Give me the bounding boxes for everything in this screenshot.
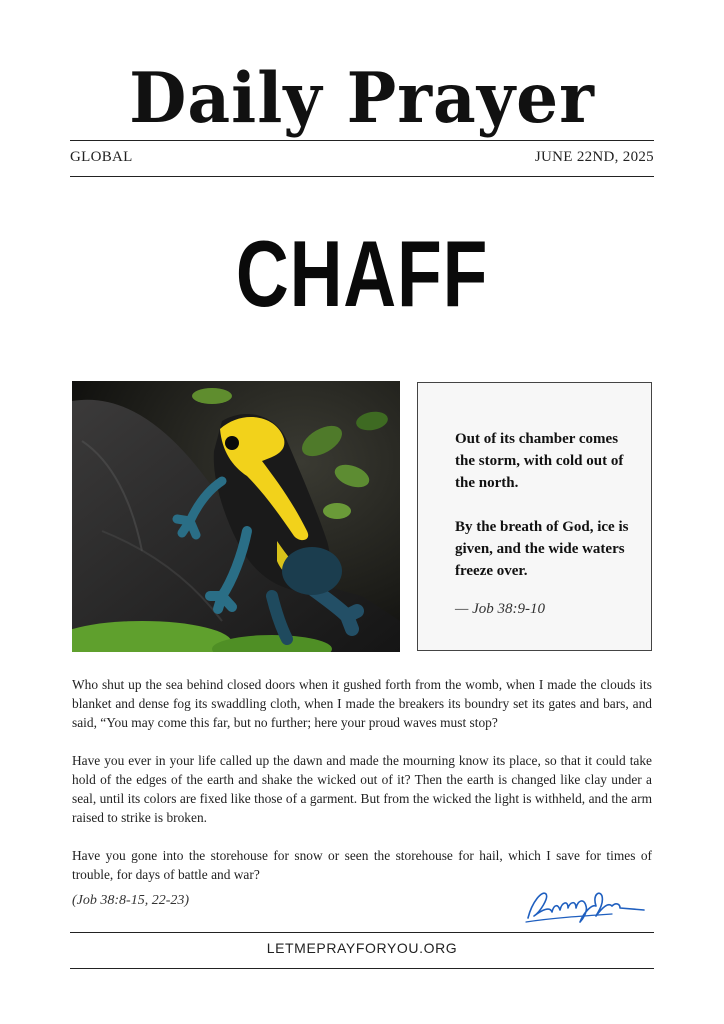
signature-icon — [522, 882, 650, 926]
quote-stanza: By the breath of God, ice is given, and the wide waters freeze over. — [455, 519, 629, 579]
quote-stanza: Out of its chamber comes the storm, with cold out of the north. — [455, 431, 624, 491]
footer-bottom-rule — [70, 968, 654, 969]
footer-site[interactable]: LETMEPRAYFORYOU.ORG — [266, 940, 458, 956]
body-text — [72, 675, 652, 903]
quote-box — [417, 382, 652, 651]
masthead-title: Daily Prayer — [129, 57, 595, 139]
body-paragraph: Have you ever in your life called up the dawn and made the mourning know its place, so that it could take hold of the edges of the earth and shake the wicked out of it? Then the earth is changed like clay under a seal, until its colors are fixed like those of a garment. But from the wicked the light is withheld, and the arm raised to strike is broken. — [72, 753, 652, 825]
frog-illustration — [72, 381, 400, 652]
quote-citation: — Job 38:9-10 — [455, 601, 545, 617]
quote-text — [455, 428, 635, 604]
frog-photo — [72, 381, 400, 652]
scripture-reference: (Job 38:8-15, 22-23) — [72, 893, 190, 908]
top-rule — [70, 140, 654, 141]
region-label: GLOBAL — [70, 149, 133, 165]
body-paragraph: Who shut up the sea behind closed doors when it gushed forth from the womb, when I made the clouds its blanket and dense fog its swaddling cloth, when I made the breakers its boundry set its gates and bars, and said, “You may come this far, but no further; here your proud waves must stop? — [72, 677, 652, 730]
footer-top-rule — [70, 932, 654, 933]
date-label: JUNE 22ND, 2025 — [534, 149, 654, 165]
headline: CHAFF — [235, 221, 489, 326]
meta-rule — [70, 176, 654, 177]
body-paragraph: Have you gone into the storehouse for snow or seen the storehouse for hail, which I save for times of trouble, for days of battle and war? — [72, 848, 652, 882]
